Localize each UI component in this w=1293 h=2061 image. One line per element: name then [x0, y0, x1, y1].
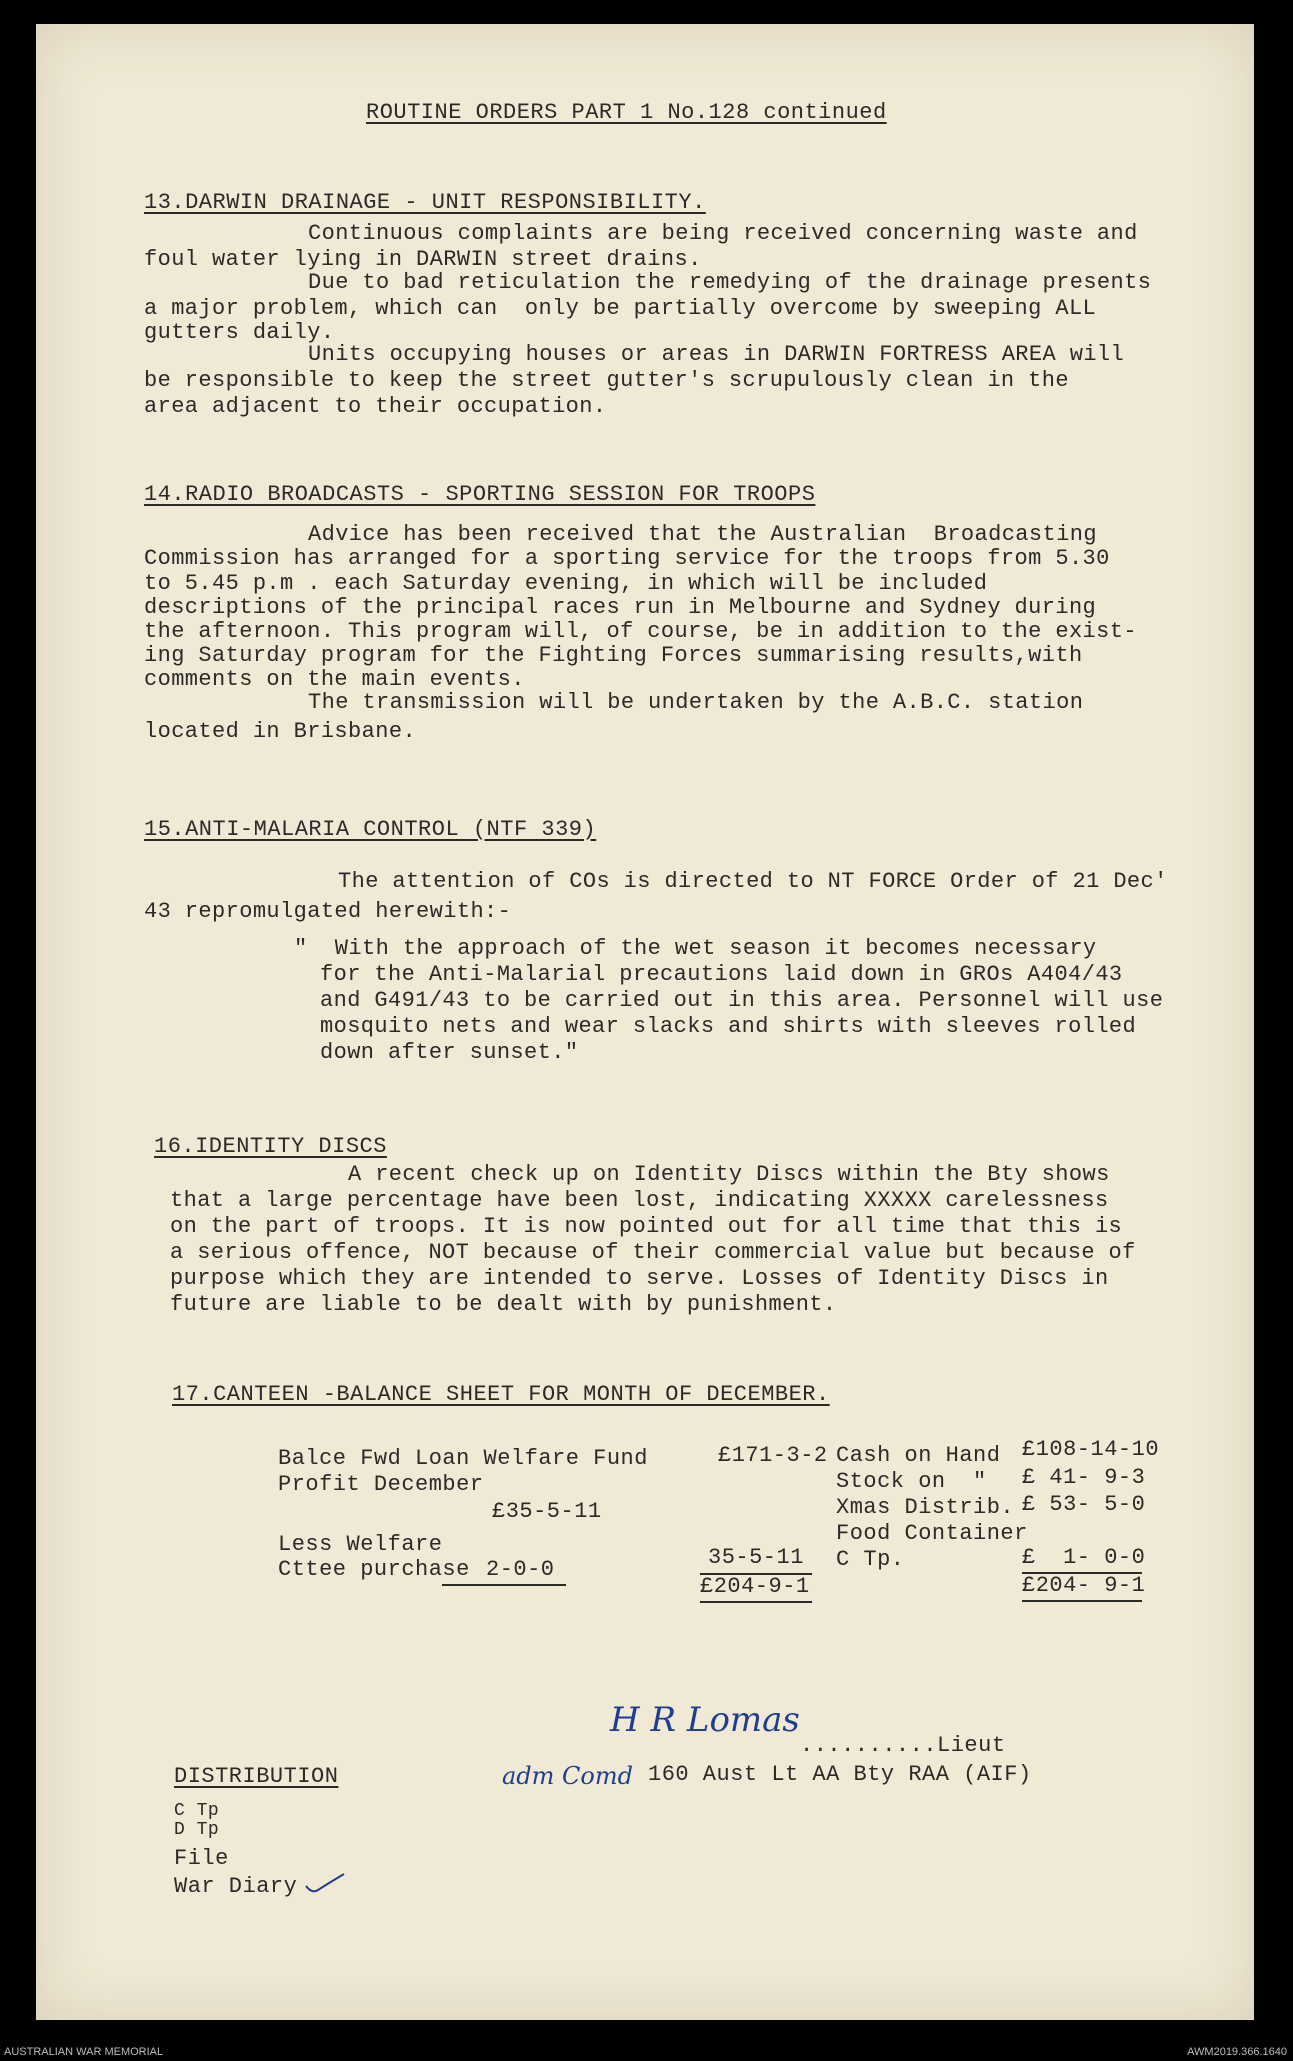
section-14-heading: 14.RADIO BROADCASTS - SPORTING SESSION FOR TROOPS [144, 482, 816, 507]
text-line: purpose which they are intended to serve. Losses of Identity Discs in [170, 1266, 1109, 1291]
balance-right-label: Stock on " [836, 1469, 987, 1494]
text-line: The transmission will be undertaken by the A.B.C. station [308, 690, 1084, 715]
balance-left-amount: £171-3-2 [718, 1443, 828, 1468]
signature-rank: ..........Lieut [800, 1733, 1006, 1758]
text-line: be responsible to keep the street gutter's scrupulously clean in the [144, 368, 1069, 393]
text-line: a major problem, which can only be partially overcome by sweeping ALL [144, 296, 1097, 321]
balance-left-sub: 2-0-0 [486, 1557, 555, 1582]
document-page [36, 24, 1254, 2020]
section-13-heading: 13.DARWIN DRAINAGE - UNIT RESPONSIBILITY. [144, 190, 706, 215]
signature-unit: 160 Aust Lt AA Bty RAA (AIF) [648, 1762, 1032, 1787]
section-16-heading: 16.IDENTITY DISCS [154, 1134, 387, 1159]
text-line: and G491/43 to be carried out in this area. Personnel will use [320, 988, 1164, 1013]
balance-right-amount: £ 53- 5-0 [1022, 1492, 1146, 1517]
balance-right-label: C Tp. [836, 1547, 905, 1572]
section-17-heading: 17.CANTEEN -BALANCE SHEET FOR MONTH OF DECEMBER. [172, 1382, 830, 1407]
text-line: Continuous complaints are being received concerning waste and [308, 221, 1138, 246]
balance-right-amount: £ 41- 9-3 [1022, 1465, 1146, 1490]
text-line: that a large percentage have been lost, indicating XXXXX carelessness [170, 1188, 1109, 1213]
text-line: gutters daily. [144, 320, 335, 345]
distribution-title: DISTRIBUTION [174, 1764, 339, 1789]
archive-footer [0, 2044, 1293, 2061]
text-line: 43 repromulgated herewith:- [144, 899, 512, 924]
distribution-item: File [174, 1846, 229, 1871]
balance-right-amount: £ 1- 0-0 [1022, 1545, 1146, 1570]
text-line: for the Anti-Malarial precautions laid down in GROs A404/43 [320, 962, 1123, 987]
handwritten-appointment: adm Comd [502, 1762, 633, 1790]
text-line: a serious offence, NOT because of their commercial value but because of [170, 1240, 1136, 1265]
page-header: ROUTINE ORDERS PART 1 No.128 continued [366, 100, 887, 125]
distribution-item: War Diary [174, 1874, 298, 1899]
footer-right: AWM2019.366.1640 [1187, 2046, 1287, 2058]
rule [1022, 1600, 1142, 1602]
balance-left-label: Balce Fwd Loan Welfare Fund [278, 1446, 648, 1471]
text-line: on the part of troops. It is now pointed out for all time that this is [170, 1214, 1123, 1239]
balance-left-total: £204-9-1 [700, 1574, 810, 1599]
text-line: " With the approach of the wet season it becomes necessary [294, 936, 1097, 961]
text-line: the afternoon. This program will, of course, be in addition to the exist- [144, 619, 1137, 644]
balance-right-label: Cash on Hand [836, 1443, 1001, 1468]
rule [442, 1584, 566, 1586]
text-line: comments on the main events. [144, 667, 525, 692]
rule [700, 1601, 812, 1603]
balance-left-label: Cttee purchase [278, 1557, 470, 1582]
balance-right-label: Xmas Distrib. [836, 1495, 1015, 1520]
text-line: down after sunset." [320, 1040, 579, 1065]
text-line: ing Saturday program for the Fighting Forces summarising results,with [144, 643, 1083, 668]
balance-right-amount: £108-14-10 [1022, 1437, 1160, 1462]
text-line: Due to bad reticulation the remedying of the drainage presents [308, 270, 1152, 295]
text-line: mosquito nets and wear slacks and shirts with sleeves rolled [320, 1014, 1137, 1039]
section-15-heading: 15.ANTI-MALARIA CONTROL (NTF 339) [144, 817, 597, 842]
text-line: foul water lying in DARWIN street drains. [144, 247, 702, 272]
text-line: to 5.45 p.m . each Saturday evening, in which will be included [144, 571, 988, 596]
text-line: descriptions of the principal races run in Melbourne and Sydney during [144, 595, 1097, 620]
text-line: located in Brisbane. [144, 719, 417, 744]
text-line: Advice has been received that the Australian Broadcasting [308, 522, 1097, 547]
balance-left-label: £35-5-11 [492, 1499, 602, 1524]
handwritten-signature: H R Lomas [610, 1700, 800, 1740]
text-line: The attention of COs is directed to NT FORCE Order of 21 Dec' [338, 869, 1168, 894]
balance-left-amount: 35-5-11 [708, 1545, 804, 1570]
distribution-item: C Tp [174, 1801, 220, 1821]
text-line: A recent check up on Identity Discs within the Bty shows [348, 1162, 1110, 1187]
text-line: Units occupying houses or areas in DARWIN FORTRESS AREA will [308, 342, 1125, 367]
balance-left-label: Profit December [278, 1472, 484, 1497]
footer-left: AUSTRALIAN WAR MEMORIAL [4, 2046, 164, 2058]
text-line: Commission has arranged for a sporting service for the troops from 5.30 [144, 546, 1110, 571]
balance-right-label: Food Container [836, 1521, 1028, 1546]
balance-right-total: £204- 9-1 [1022, 1573, 1146, 1598]
tick-mark-icon [304, 1870, 348, 1896]
balance-left-label: Less Welfare [278, 1532, 443, 1557]
text-line: area adjacent to their occupation. [144, 394, 607, 419]
distribution-item: D Tp [174, 1820, 220, 1840]
text-line: future are liable to be dealt with by punishment. [170, 1292, 837, 1317]
